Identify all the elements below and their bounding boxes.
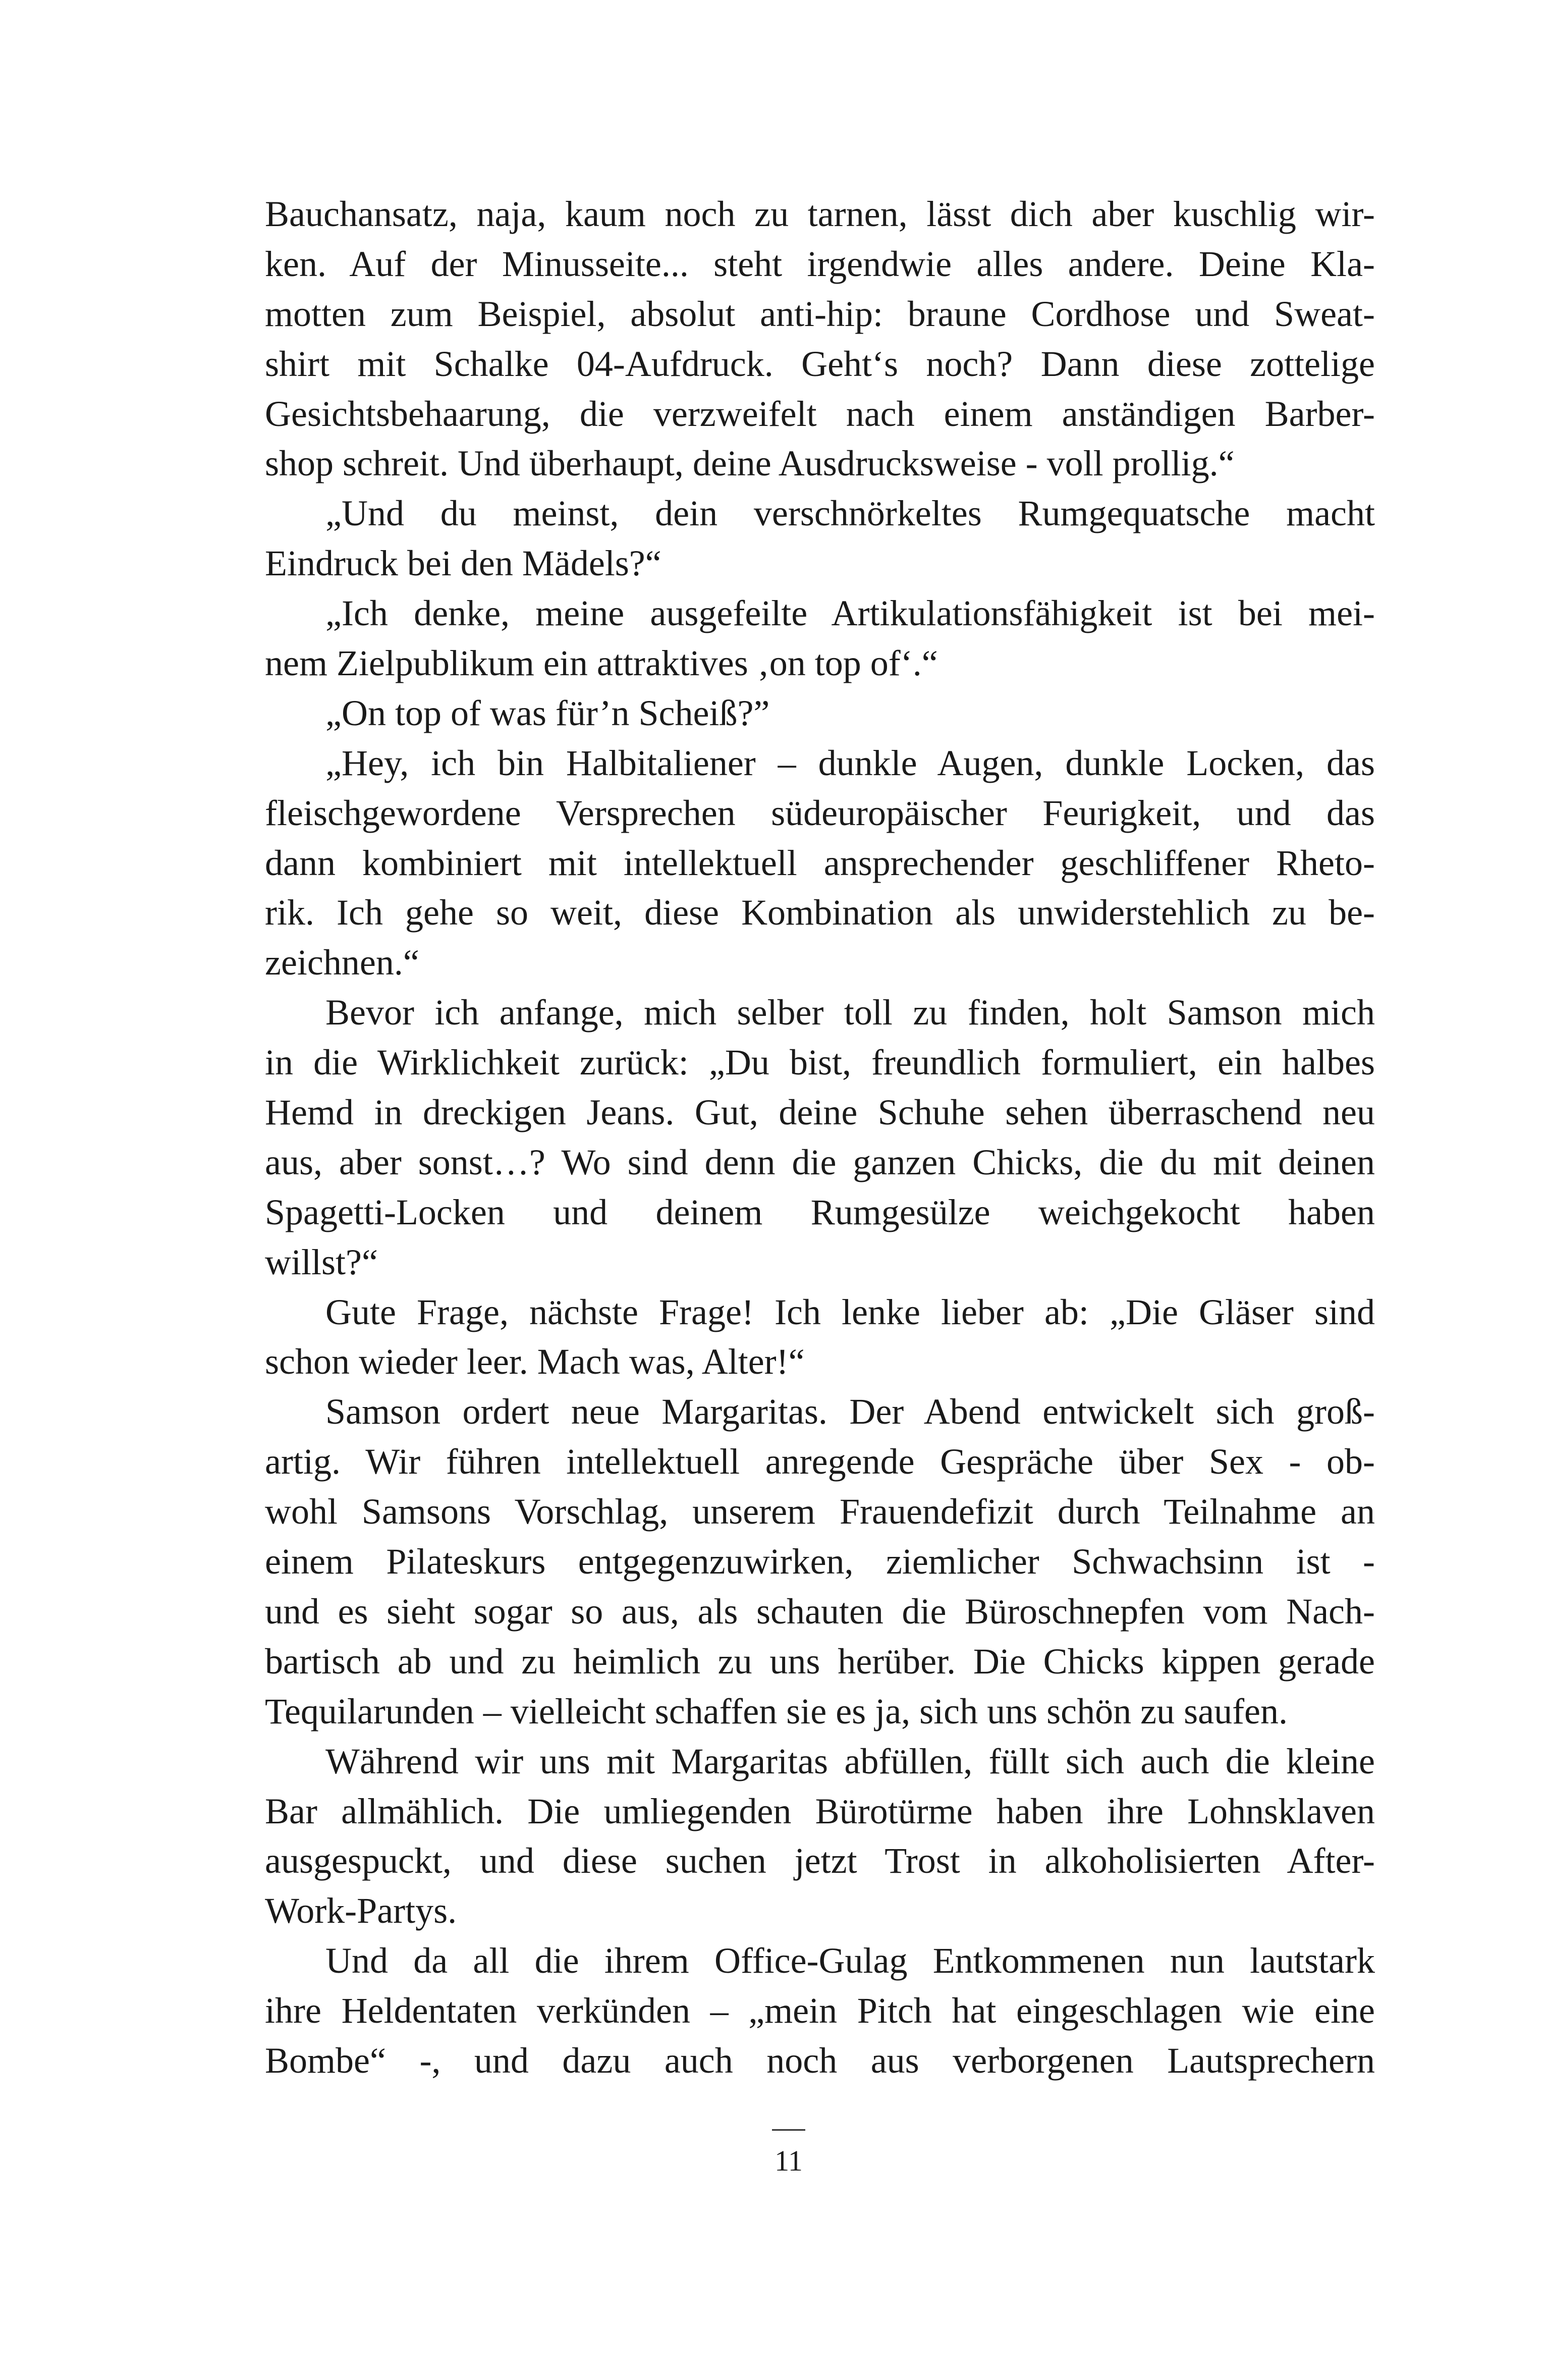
text-line: dann kombiniert mit intellektuell ansprechender geschliffener Rheto-: [265, 842, 1375, 883]
text-line: „Hey, ich bin Halbitaliener – dunkle Augen, dunkle Locken, das: [325, 742, 1375, 783]
text-line: Tequilarunden – vielleicht schaffen sie es ja, sich uns schön zu saufen.: [265, 1691, 1288, 1732]
text-line: wohl Samsons Vorschlag, unserem Frauendefizit durch Teilnahme an: [265, 1491, 1375, 1532]
text-line: shirt mit Schalke 04-Aufdruck. Geht‘s noch? Dann diese zottelige: [265, 343, 1375, 384]
text-line: Bevor ich anfange, mich selber toll zu finden, holt Samson mich: [325, 992, 1375, 1033]
page-number: 11: [775, 2144, 803, 2177]
text-line: in die Wirklichkeit zurück: „Du bist, freundlich formuliert, ein halbes: [265, 1042, 1375, 1083]
text-line: Gesichtsbehaarung, die verzweifelt nach einem anständigen Barber-: [265, 393, 1375, 434]
text-line: ihre Heldentaten verkünden – „mein Pitch hat eingeschlagen wie eine: [265, 1990, 1375, 2031]
text-line: ken. Auf der Minusseite... steht irgendwie alles andere. Deine Kla-: [265, 243, 1375, 284]
text-line: Spagetti-Locken und deinem Rumgesülze weichgekocht haben: [265, 1192, 1375, 1232]
text-line: Bar allmählich. Die umliegenden Bürotürme haben ihre Lohnsklaven: [265, 1791, 1375, 1831]
text-line: Work-Partys.: [265, 1890, 457, 1931]
text-line: einem Pilateskurs entgegenzuwirken, ziemlicher Schwachsinn ist -: [265, 1541, 1375, 1582]
text-line: bartisch ab und zu heimlich zu uns herüber. Die Chicks kippen gerade: [265, 1641, 1375, 1682]
text-line: Und da all die ihrem Office-Gulag Entkommenen nun lautstark: [325, 1940, 1375, 1981]
text-line: „Und du meinst, dein verschnörkeltes Rumgequatsche macht: [325, 493, 1375, 534]
text-line: Eindruck bei den Mädels?“: [265, 543, 661, 584]
text-line: und es sieht sogar so aus, als schauten die Büroschnepfen vom Nach-: [265, 1591, 1375, 1632]
text-line: willst?“: [265, 1241, 378, 1282]
text-line: rik. Ich gehe so weit, diese Kombination als unwiderstehlich zu be-: [265, 892, 1375, 933]
text-line: aus, aber sonst…? Wo sind denn die ganzen Chicks, die du mit deinen: [265, 1142, 1375, 1182]
text-line: ausgespuckt, und diese suchen jetzt Trost in alkoholisierten After-: [265, 1841, 1375, 1881]
text-line: schon wieder leer. Mach was, Alter!“: [265, 1341, 805, 1382]
text-line: Gute Frage, nächste Frage! Ich lenke lieber ab: „Die Gläser sind: [325, 1291, 1375, 1332]
text-line: shop schreit. Und überhaupt, deine Ausdrucksweise - voll prollig.“: [265, 443, 1235, 484]
text-line: artig. Wir führen intellektuell anregende Gespräche über Sex - ob-: [265, 1441, 1375, 1482]
text-line: Während wir uns mit Margaritas abfüllen, füllt sich auch die kleine: [325, 1741, 1375, 1781]
page-number-rule: [772, 2129, 805, 2131]
body-text: [265, 189, 1375, 2086]
text-line: nem Zielpublikum ein attraktives ‚on top of‘.“: [265, 643, 938, 684]
text-line: fleischgewordene Versprechen südeuropäischer Feurigkeit, und das: [265, 792, 1375, 833]
text-line: „On top of was für’n Scheiß?”: [325, 692, 770, 733]
text-line: „Ich denke, meine ausgefeilte Artikulationsfähigkeit ist bei mei-: [325, 593, 1375, 634]
text-line: Bauchansatz, naja, kaum noch zu tarnen, lässt dich aber kuschlig wir-: [265, 194, 1375, 234]
text-line: Bombe“ -, und dazu auch noch aus verborgenen Lautsprechern: [265, 2040, 1375, 2081]
text-line: Samson ordert neue Margaritas. Der Abend entwickelt sich groß-: [325, 1391, 1375, 1432]
text-line: zeichnen.“: [265, 942, 419, 983]
text-line: Hemd in dreckigen Jeans. Gut, deine Schuhe sehen überraschend neu: [265, 1092, 1375, 1133]
text-line: motten zum Beispiel, absolut anti-hip: braune Cordhose und Sweat-: [265, 293, 1375, 334]
